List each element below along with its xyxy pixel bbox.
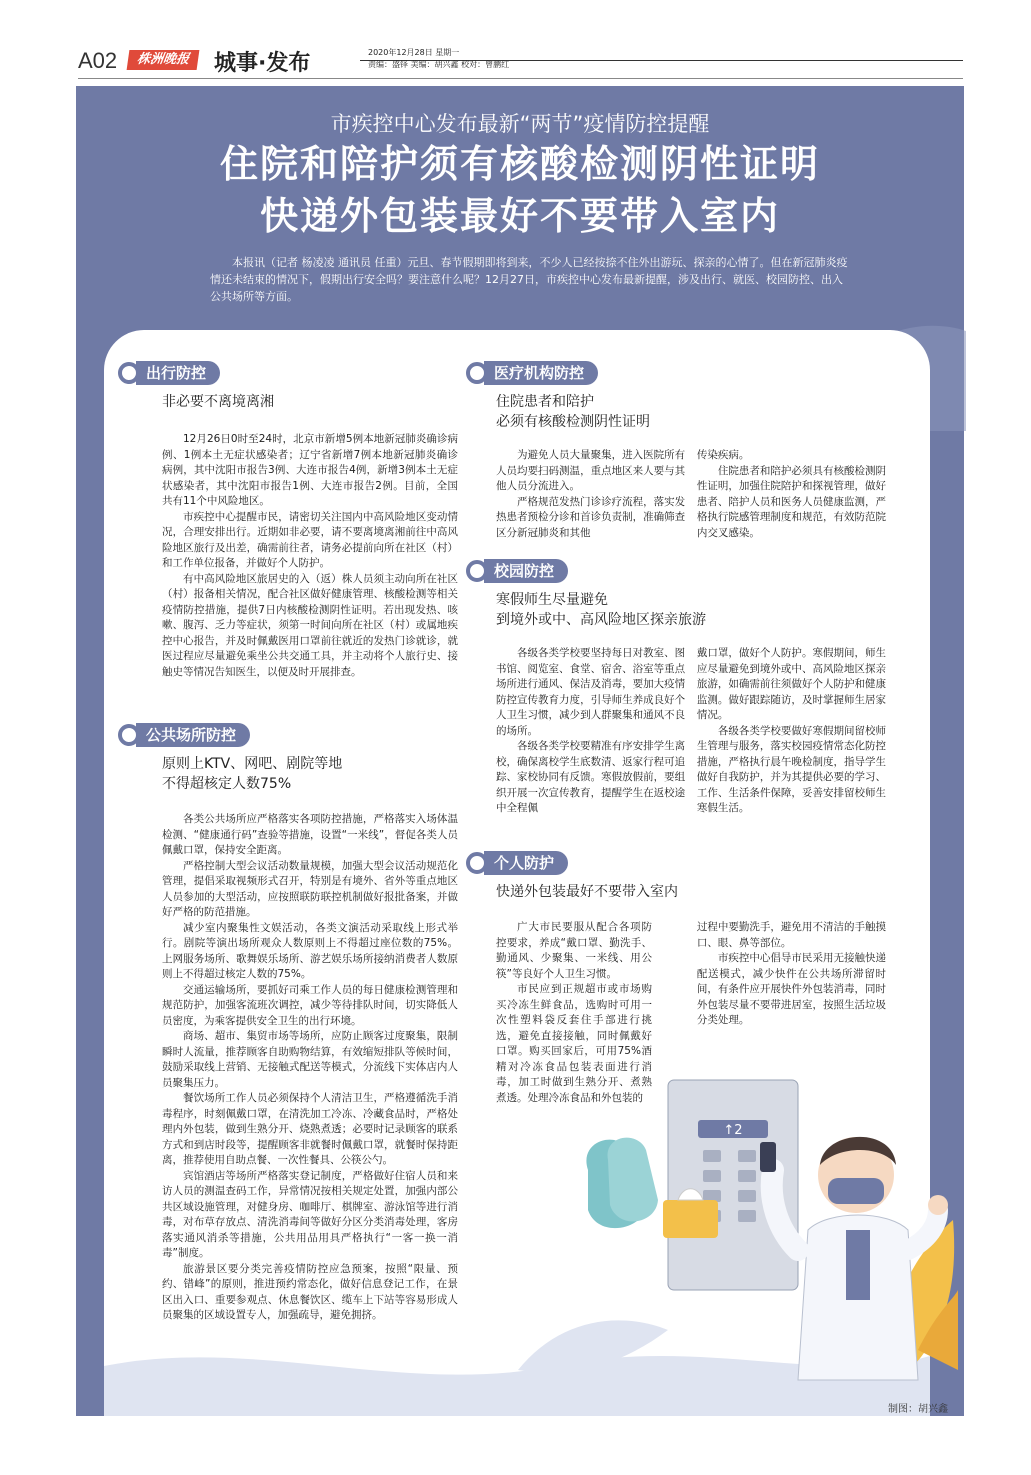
paragraph: 餐饮场所工作人员必须保持个人清洁卫生，严格遵循洗手消毒程序，时刻佩戴口罩，在清洗加工冷冻、冷藏食品时，严格处理内外包装，做到生熟分开、烧熟煮透；必要时记录顾客的联系方式和到店时段等，提醒顾客非就餐时佩戴口罩，就餐时保持距离，推荐使用自助点餐、一次性餐具、公筷公勺。 bbox=[162, 1092, 458, 1166]
section-campus bbox=[466, 558, 886, 817]
page-number: A02 bbox=[78, 48, 118, 73]
paragraph: 宾馆酒店等场所严格落实登记制度，严格做好住宿人员和来访人员的测温查码工作，异常情况按相关规定处置，加强内部公共区域设施管理，对健身房、咖啡厅、棋牌室、游泳馆等进行消毒，对布草存放点、清洗消毒间等做好分区分类消毒处理，客房落实通风消杀等措施，公共用品用具严格执行“一客一换一消毒”制度。 bbox=[162, 1169, 458, 1259]
section-campus-subhead bbox=[466, 590, 886, 630]
masthead bbox=[0, 0, 1031, 82]
article-kicker: 市疾控中心发布最新“两节”疫情防控提醒 bbox=[330, 112, 710, 136]
paragraph-continuation: 戴口罩，做好个人防护。寒假期间，师生应尽量避免到境外或中、高风险地区探亲旅游，如确需前往须做好个人防护和健康监测。做好跟踪随访，及时掌握师生居家情况。 bbox=[696, 647, 886, 721]
section-personal-subhead: 快递外包装最好不要带入室内 bbox=[496, 884, 678, 900]
section-medical bbox=[466, 360, 886, 541]
section-name: 城事·发布 bbox=[214, 51, 311, 76]
illustration-credit: 制图：胡兴鑫 bbox=[888, 1404, 948, 1415]
column-right bbox=[697, 646, 886, 817]
section-bullet-icon bbox=[466, 852, 488, 874]
paragraph: 市疾控中心提醒市民，请密切关注国内中高风险地区变动情况，合理安排出行。近期如非必要，请不要离境离湘前往中高风险地区旅行及出差，确需前往者，请务必提前向所在社区（村）和工作单位报备，并做好个人防护。 bbox=[162, 510, 458, 569]
paper-logo: 株洲晚报 bbox=[127, 50, 200, 70]
paragraph: 商场、超市、集贸市场等场所，应防止顾客过度聚集，限制瞬时人流量，推荐顾客自助购物结算，有效缩短排队等候时间，鼓励采取线上营销、无接触式配送等模式，分流线下实体店内人员聚集压力。 bbox=[162, 1030, 458, 1089]
paragraph: 交通运输场所，要抓好司乘工作人员的每日健康检测管理和规范防护，加强客流班次调控，减少等待排队时间，切实降低人员密度，为乘客提供安全卫生的出行环境。 bbox=[162, 983, 458, 1027]
paragraph: 市疾控中心倡导市民采用无接触快递配送模式，减少快件在公共场所滞留时间，有条件应开展快件外包装消毒，同时外包装尽量不要带进居室，按照生活垃圾分类处理。 bbox=[696, 952, 886, 1026]
doctor-illustration-icon bbox=[498, 1050, 958, 1400]
paragraph: 各类公共场所应严格落实各项防控措施，严格落实入场体温检测、“健康通行码”查验等措施，设置“一米线”，督促各类人员佩戴口罩，保持安全距离。 bbox=[162, 813, 458, 856]
paragraph: 12月26日0时至24时，北京市新增5例本地新冠肺炎确诊病例、1例本土无症状感染者；辽宁省新增7例本地新冠肺炎确诊病例，其中沈阳市报告3例、大连市报告4例，新增3例本土无症状感染者，其中沈阳市报告1例、大连市报告2例。目前，全国共有11个中风险地区。 bbox=[162, 433, 458, 507]
section-bullet-icon bbox=[118, 362, 140, 384]
section-travel-subhead: 非必要不离境离湘 bbox=[162, 394, 274, 410]
section-public-label: 公共场所防控 bbox=[136, 723, 250, 747]
article-lede: 本报讯（记者 杨凌凌 通讯员 任重）元旦、春节假期即将到来，不少人已经按捺不住外出游玩、探亲的心情了。但在新冠肺炎疫情还未结束的情况下，假期出行安全吗？要注意什么呢？12月27日，市疾控中心发布最新提醒，涉及出行、就医、校园防控、出入公共场所等方面。 bbox=[210, 256, 848, 303]
paragraph-continuation: 过程中要勤洗手，避免用不清洁的手触摸口、眼、鼻等部位。 bbox=[696, 921, 886, 949]
subhead-line-2: 必须有核酸检测阴性证明 bbox=[496, 414, 650, 430]
subhead-line-2: 到境外或中、高风险地区探亲旅游 bbox=[496, 612, 706, 628]
subhead-line-1: 原则上KTV、网吧、剧院等地 bbox=[162, 756, 343, 772]
masthead-meta bbox=[368, 47, 509, 71]
masthead-bottom-rule bbox=[78, 78, 963, 79]
section-campus-header bbox=[466, 558, 886, 584]
section-public bbox=[118, 722, 458, 1324]
paragraph: 各级各类学校要做好寒假期间留校师生管理与服务，落实校园疫情常态化防控措施，严格执行晨午晚检制度，指导学生做好自我防护，并为其提供必要的学习、工作、生活条件保障，妥善安排留校师生寒假生活。 bbox=[696, 724, 886, 814]
paragraph: 为避免人员大量聚集，进入医院所有人员均要扫码测温，重点地区来人要与其他人员分流进入。 bbox=[496, 449, 686, 492]
paragraph: 广大市民要服从配合各项防控要求，养成“戴口罩、勤洗手、勤通风、少聚集、一米线、用公筷”等良好个人卫生习惯。 bbox=[496, 921, 652, 980]
section-travel-label: 出行防控 bbox=[136, 361, 220, 385]
subhead-line-2: 不得超核定人数75% bbox=[162, 776, 292, 792]
paragraph-continuation: 传染疾病。 bbox=[696, 449, 750, 461]
subhead-line-1: 住院患者和陪护 bbox=[496, 394, 594, 410]
section-medical-body bbox=[466, 448, 886, 541]
column-left bbox=[496, 646, 685, 817]
paragraph: 有中高风险地区旅居史的入（返）株人员须主动向所在社区（村）报备相关情况，配合社区做好健康管理、核酸检测等相关疫情防控措施，提供7日内核酸检测阴性证明。若出现发热、咳嗽、腹泻、乏力等症状，须第一时间向所在社区（村）或属地疾控中心报告，并及时佩戴医用口罩前往就近的发热门诊就诊，就医过程应尽量避免乘坐公共交通工具，并主动将个人旅行史、接触史等情况告知医生，以便及时开展排查。 bbox=[162, 572, 458, 678]
staff-credits: 责编：盛铎 美编：胡兴鑫 校对：曾鹏红 bbox=[368, 60, 510, 69]
paragraph: 住院患者和陪护必须具有核酸检测阴性证明，加强住院陪护和探视管理，做好患者、陪护人员和医务人员健康监测，严格执行院感管理制度和规范，有效防范院内交叉感染。 bbox=[696, 464, 886, 539]
section-public-body bbox=[118, 812, 458, 1324]
subhead-line-1: 寒假师生尽量避免 bbox=[496, 592, 608, 608]
paragraph: 各级各类学校要坚持每日对教室、图书馆、阅览室、食堂、宿舍、浴室等重点场所进行通风、保洁及消毒，要加大疫情防控宣传教育力度，引导师生养成良好个人卫生习惯，减少到人群聚集和通风不良的场所。 bbox=[496, 647, 686, 737]
elevator-sign: ↑2 bbox=[723, 1123, 743, 1138]
section-bullet-icon bbox=[466, 362, 488, 384]
section-bullet-icon bbox=[466, 560, 488, 582]
paragraph: 严格规范发热门诊诊疗流程，落实发热患者预检分诊和首诊负责制，准确筛查区分新冠肺炎和其他 bbox=[496, 495, 686, 539]
paragraph: 旅游景区要分类完善疫情防控应急预案，按照“限量、预约、错峰”的原则，推进预约常态化，做好信息登记工作，在景区出入口、重要参观点、休息餐饮区、缆车上下站等容易形成人员聚集的区域设置专人，加强疏导，避免拥挤。 bbox=[162, 1262, 458, 1321]
section-personal-label: 个人防护 bbox=[484, 851, 568, 875]
section-medical-label: 医疗机构防控 bbox=[484, 361, 598, 385]
section-bullet-icon bbox=[118, 724, 140, 746]
section-public-header bbox=[118, 722, 458, 748]
headline-line-1: 住院和陪护须有核酸检测阴性证明 bbox=[219, 142, 820, 186]
section-travel-header bbox=[118, 360, 458, 386]
paragraph: 各级各类学校要精准有序安排学生离校，确保离校学生底数清、返家行程可追踪、家校协同有反馈。寒假放假前，要组织开展一次宣传教育，提醒学生在返校途中全程佩 bbox=[496, 740, 686, 814]
section-public-subhead bbox=[118, 754, 458, 794]
section-campus-label: 校园防控 bbox=[484, 559, 568, 583]
paragraph: 减少室内聚集性文娱活动，各类文演活动采取线上形式举行。剧院等演出场所观众人数原则上不得超过座位数的75%。上网服务场所、歌舞娱乐场所、游艺娱乐场所接纳消费者人数原则上不得超过核定人数的75%。 bbox=[162, 921, 458, 980]
headline-line-2: 快递外包装最好不要带入室内 bbox=[259, 194, 780, 238]
section-medical-header bbox=[466, 360, 886, 386]
section-medical-subhead bbox=[466, 392, 886, 432]
article-headline bbox=[76, 138, 964, 242]
section-travel bbox=[118, 360, 458, 680]
column-left bbox=[496, 448, 685, 541]
paragraph: 市民应到正规超市或市场购买冷冻生鲜食品，选购时可用一次性塑料袋反套住手部进行挑选，避免直接接触，同时佩戴好口罩。购买回家后，可用75%酒精对冷冻食品包装表面进行消毒，加工时做到生熟分开、煮熟煮透。处理冷冻食品和外包装的 bbox=[496, 983, 652, 1104]
section-personal-header bbox=[466, 850, 886, 876]
column-right bbox=[697, 448, 886, 541]
section-travel-body bbox=[118, 432, 458, 680]
issue-date: 2020年12月28日 星期一 bbox=[368, 48, 460, 57]
section-campus-body bbox=[466, 646, 886, 817]
paragraph: 严格控制大型会议活动数量规模，加强大型会议活动规范化管理，提倡采取视频形式召开，特别是有境外、省外等重点地区人员参加的大型活动，应按照联防联控机制做好报批备案，并做好严格的防范措施。 bbox=[162, 859, 458, 918]
